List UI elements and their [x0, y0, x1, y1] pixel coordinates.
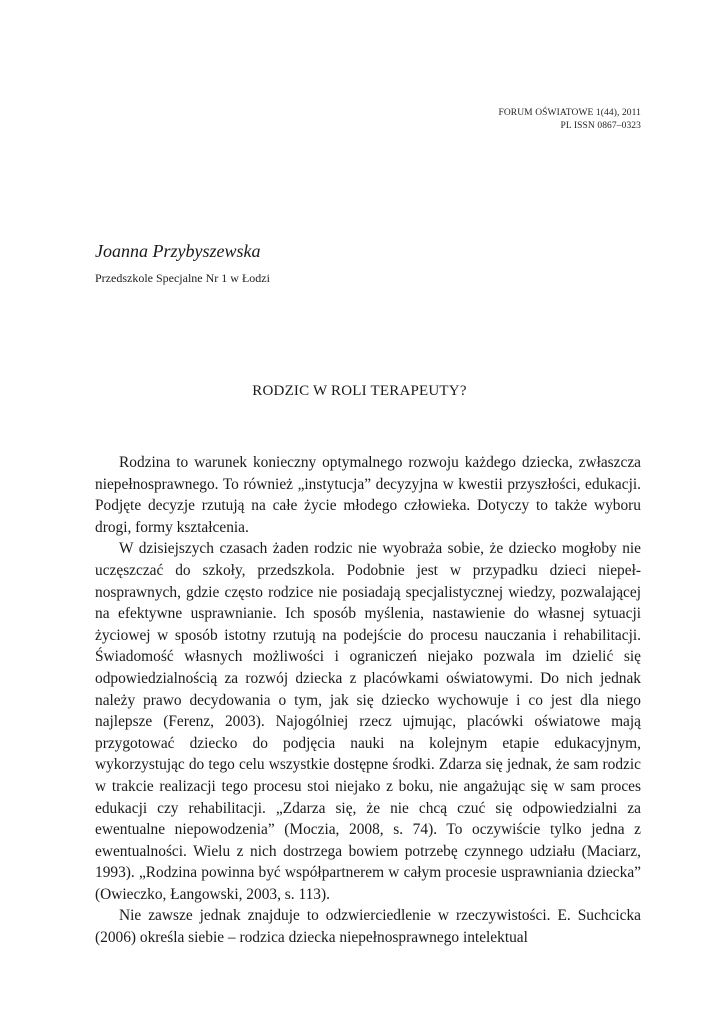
issn-line: PL ISSN 0867–0323	[560, 121, 641, 131]
paragraph: Nie zawsze jednak znajduje to odzwierciedlenie w rzeczywistości. E. Suchcicka (2006) określa siebie – rodzica dziecka niepełnosprawnego intelektual	[95, 907, 641, 947]
author-name: Joanna Przybyszewska	[95, 241, 261, 261]
article-body	[95, 452, 641, 949]
author-affiliation: Przedszkole Specjalne Nr 1 w Łodzi	[95, 271, 270, 285]
paragraph: W dzisiejszych czasach żaden rodzic nie wyobraża sobie, że dziecko mogłoby nie uczęszczać do szkoły, przedszkola. Podobnie jest w przypadku dzieci niepełnosprawnych, gdzie często rodzice nie posiadają specjalistycznej wiedzy, pozwalającej na efektywne usprawnianie. Ich sposób myślenia, nastawienie do własnej sytuacji życiowej w sposób istotny rzutują na podejście do procesu nauczania i rehabilitacji. Świadomość własnych możliwości i ograniczeń niejako pozwala im dzielić się odpowiedzialnością za rozwój dziecka z placówkami oświatowymi. Do nich jednak należy prawo decydowania o tym, jak się dziecko wychowuje i co jest dla niego najlepsze (Ferenz, 2003). Najogólniej rzecz ujmując, placówki oświatowe mają przygotować dziecko do podjęcia nauki na kolejnym etapie edukacyjnym, wykorzystując do tego celu wszystkie dostępne środki. Zdarza się jednak, że sam rodzic w trakcie realizacji tego procesu stoi niejako z boku, nie angażując się w sam proces edukacji czy rehabilitacji. „Zdarza się, że nie chcą czuć się odpowiedzialni za ewentualne niepowodzenia” (Moczia, 2008, s. 74). To oczywiście tylko jedna z ewentualności. Wielu z nich dostrzega bowiem potrzebę czynnego udziału (Maciarz, 1993). „Rodzina powinna być współpartnerem w całym procesie usprawniania dziecka” (Owieczko, Łangowski, 2003, s. 113).	[95, 540, 641, 903]
article-title: RODZIC W ROLI TERAPEUTY?	[252, 383, 467, 399]
journal-header	[498, 107, 641, 133]
paragraph: Rodzina to warunek konieczny optymalnego rozwoju każdego dziecka, zwłaszcza niepełnosprawnego. To również „instytucja” decyzyjna w kwestii przyszłości, edukacji. Podjęte decyzje rzutują na całe życie młodego człowieka. Dotyczy to także wyboru drogi, formy kształcenia.	[95, 454, 641, 536]
journal-issue-line: FORUM OŚWIATOWE 1(44), 2011	[498, 108, 641, 118]
